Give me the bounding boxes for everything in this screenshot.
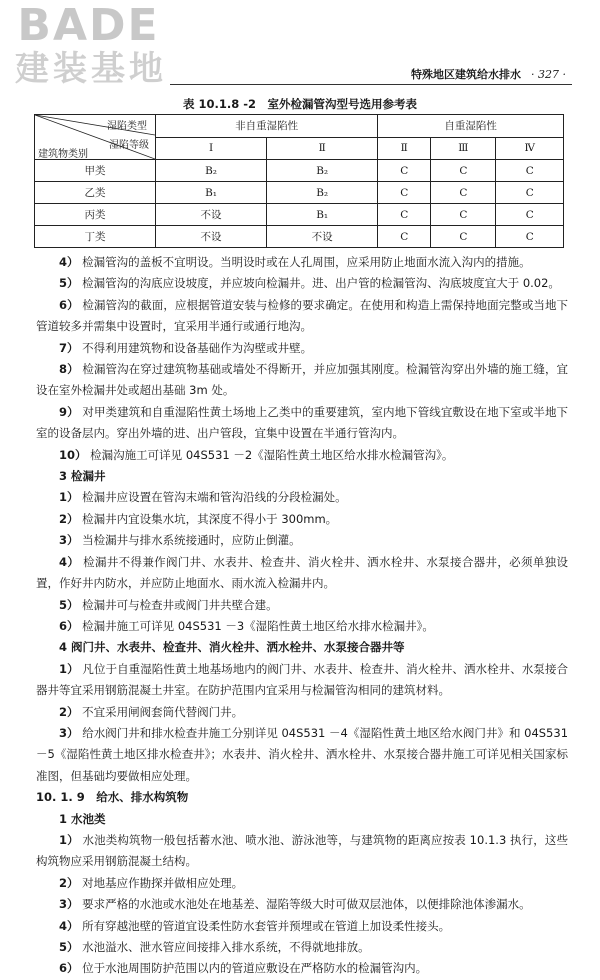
header-rule	[170, 84, 572, 85]
paragraph	[36, 873, 568, 894]
paragraph	[36, 359, 568, 402]
paragraph	[36, 530, 568, 551]
publisher-logo	[6, 2, 176, 90]
reference-table	[34, 114, 564, 248]
paragraph	[36, 958, 568, 979]
item-text: 检漏管沟的沟底应设坡度，并应坡向检漏井。进、出户管的检漏管沟、沟底坡度宜大于 0.02。	[82, 276, 560, 291]
paragraph	[36, 723, 568, 787]
item-number: 10. 1. 9	[36, 790, 85, 805]
item-text: 检漏井可与检查井或阀门井共壁合建。	[82, 597, 278, 612]
paragraph	[36, 830, 568, 873]
paragraph	[36, 252, 568, 273]
item-number: 2）	[59, 704, 79, 719]
item-number: 2）	[59, 511, 79, 526]
paragraph	[36, 487, 568, 508]
item-number: 6）	[59, 618, 79, 633]
item-text: 检漏沟施工可详见 04S531 －2《湿陷性黄土地区给水排水检漏管沟》。	[90, 447, 454, 462]
item-number: 10）	[59, 447, 87, 462]
item-text: 不宜采用闸阀套筒代替阀门井。	[82, 704, 244, 719]
page-number: · 327 ·	[531, 68, 566, 81]
item-number: 9）	[59, 404, 79, 419]
item-text: 当检漏井与排水系统接通时，应防止倒灌。	[82, 533, 301, 548]
corner-label-mid: 湿陷等级	[109, 140, 149, 151]
table-cell: C	[496, 182, 564, 204]
item-text: 要求严格的水池或水池处在地基差、湿陷等级大时可做双层池体，以便排除池体渗漏水。	[82, 897, 531, 912]
item-text: 检漏管沟在穿过建筑物基础或墙处不得断开，并应加强其刚度。检漏管沟穿出外墙的施工缝，宜设在室外检漏井处或超出基础 3m 处。	[36, 362, 569, 398]
group-header-non-self: 非自重湿陷性	[156, 115, 378, 138]
item-text: 水池类	[71, 811, 106, 826]
item-text: 检漏管沟的盖板不宜明设。当明设时或在人孔周围，应采用防止地面水流入沟内的措施。	[82, 255, 531, 269]
item-number: 4）	[59, 554, 80, 569]
item-number: 1）	[59, 832, 79, 847]
paragraph	[36, 552, 568, 595]
item-text: 检漏井	[71, 469, 106, 484]
table-cell: B₁	[267, 204, 378, 226]
table-cell: B₁	[156, 182, 267, 204]
item-number: 6）	[59, 297, 79, 312]
group-header-self: 自重湿陷性	[378, 115, 564, 138]
subsection-heading	[36, 466, 568, 487]
table-cell: B₂	[267, 182, 378, 204]
paragraph	[36, 445, 568, 466]
paragraph	[36, 894, 568, 915]
subsection-heading	[36, 637, 568, 658]
table-cell: B₂	[267, 160, 378, 182]
table-row	[35, 182, 564, 204]
item-text: 阀门井、水表井、检查井、消火栓井、洒水栓井、水泵接合器井等	[71, 640, 405, 655]
paragraph	[36, 616, 568, 637]
running-title: 特殊地区建筑给水排水	[411, 68, 522, 81]
table-row	[35, 204, 564, 226]
table-row	[35, 160, 564, 182]
table-cell: B₂	[156, 160, 267, 182]
item-number: 8）	[59, 362, 79, 377]
item-text: 给水、排水构筑物	[96, 790, 189, 805]
paragraph	[36, 659, 568, 702]
table-row	[35, 226, 564, 248]
item-number: 3）	[59, 533, 79, 548]
item-text: 凡位于自重湿陷性黄土地基场地内的阀门井、水表井、检查井、消火栓井、洒水栓井、水泵接合器井等宜采用钢筋混凝土井室。在防护范围内宜采用与检漏管沟相同的建筑材料。	[36, 661, 569, 698]
table-cell: C	[496, 160, 564, 182]
paragraph	[36, 509, 568, 530]
table-cell: C	[431, 226, 496, 248]
row-label: 乙类	[35, 182, 156, 204]
item-number: 3）	[59, 725, 79, 740]
item-number: 4）	[59, 255, 79, 269]
grade-header: Ⅱ	[267, 137, 378, 160]
logo-wordmark: BADE	[17, 0, 160, 51]
item-number: 6）	[59, 961, 79, 976]
corner-label-bottom: 建筑物类别	[38, 149, 88, 160]
item-number: 4）	[59, 918, 79, 933]
paragraph	[36, 595, 568, 616]
item-text: 检漏井内宜设集水坑，其深度不得小于 300mm。	[82, 511, 338, 526]
item-text: 对甲类建筑和自重湿陷性黄土场地上乙类中的重要建筑，室内地下管线宜敷设在地下室或半地下室的设备层内。穿出外墙的进、出户管段，宜集中设置在半通行管沟内。	[36, 404, 569, 441]
table-cell: C	[496, 226, 564, 248]
item-number: 1）	[59, 661, 79, 676]
item-text: 水池类构筑物一般包括蓄水池、喷水池、游泳池等，与建筑物的距离应按表 10.1.3 执行，这些构筑物应采用钢筋混凝土结构。	[36, 832, 569, 869]
table-cell: C	[378, 204, 431, 226]
row-label: 丁类	[35, 226, 156, 248]
table-cell: 不设	[267, 226, 378, 248]
section-heading	[36, 787, 568, 808]
item-number: 5）	[59, 597, 79, 612]
table-cell: C	[378, 226, 431, 248]
grade-header: Ⅰ	[156, 137, 267, 160]
item-number: 5）	[59, 940, 79, 954]
item-number: 4	[59, 640, 68, 655]
subsection-heading	[36, 809, 568, 830]
table-cell: C	[378, 182, 431, 204]
corner-label-top: 湿陷类型	[107, 121, 147, 132]
item-text: 检漏井施工可详见 04S531 －3《湿陷性黄土地区给水排水检漏井》。	[82, 618, 434, 633]
item-number: 1）	[59, 490, 79, 505]
row-label: 丙类	[35, 204, 156, 226]
paragraph	[36, 937, 568, 958]
grade-header: Ⅲ	[431, 137, 496, 160]
item-text: 检漏管沟的截面，应根据管道安装与检修的要求确定。在使用和构造上需保持地面完整或当地下管道较多并需集中设置时，宜采用半通行或通行地沟。	[36, 297, 569, 334]
body-text	[36, 252, 568, 980]
item-text: 水池溢水、泄水管应间接排入排水系统，不得就地排放。	[82, 940, 370, 954]
item-number: 7）	[59, 340, 79, 355]
item-text: 给水阀门井和排水检查井施工分别详见 04S531 －4《湿陷性黄土地区给水阀门井》和 04S531 －5《湿陷性黄土地区排水检查井》；水表井、消火栓井、洒水栓井、水泵接合器井施工可详见相关国家标准图，但基础均要做相应处理。	[36, 725, 569, 783]
table-cell: C	[431, 160, 496, 182]
item-text: 检漏井不得兼作阀门井、水表井、检查井、消火栓井、洒水栓井、水泵接合器井，必须单独设置，作好井内防水，并应防止地面水、雨水流入检漏井内。	[36, 554, 568, 591]
item-text: 不得利用建筑物和设备基础作为沟壁或井壁。	[82, 340, 313, 355]
table-title: 表 10.1.8 -2 室外检漏管沟型号选用参考表	[182, 97, 418, 111]
paragraph	[36, 702, 568, 723]
item-number: 3	[59, 469, 68, 484]
grade-header: Ⅱ	[378, 137, 431, 160]
item-text: 对地基应作勘探并做相应处理。	[82, 875, 244, 890]
item-text: 位于水池周围防护范围以内的管道应敷设在严格防水的检漏管沟内。	[82, 961, 428, 976]
item-number: 2）	[59, 875, 79, 890]
table-cell: C	[378, 160, 431, 182]
running-header	[411, 66, 566, 82]
item-text: 所有穿越池壁的管道宜设柔性防水套管并预埋或在管道上加设柔性接头。	[82, 918, 451, 933]
paragraph	[36, 295, 568, 338]
row-label: 甲类	[35, 160, 156, 182]
grade-header: Ⅳ	[496, 137, 564, 160]
paragraph	[36, 916, 568, 937]
table-cell: 不设	[156, 226, 267, 248]
item-number: 1	[59, 811, 68, 826]
item-number: 3）	[59, 897, 79, 912]
item-number: 5）	[59, 276, 79, 291]
table-cell: 不设	[156, 204, 267, 226]
table-cell: C	[496, 204, 564, 226]
item-text: 检漏井应设置在管沟末端和管沟沿线的分段检漏处。	[82, 490, 347, 505]
table-cell: C	[431, 182, 496, 204]
paragraph	[36, 402, 568, 445]
paragraph	[36, 273, 568, 294]
table-cell: C	[431, 204, 496, 226]
logo-subtitle: 建装基地	[15, 49, 167, 89]
table-corner-cell	[35, 115, 156, 160]
paragraph	[36, 338, 568, 359]
